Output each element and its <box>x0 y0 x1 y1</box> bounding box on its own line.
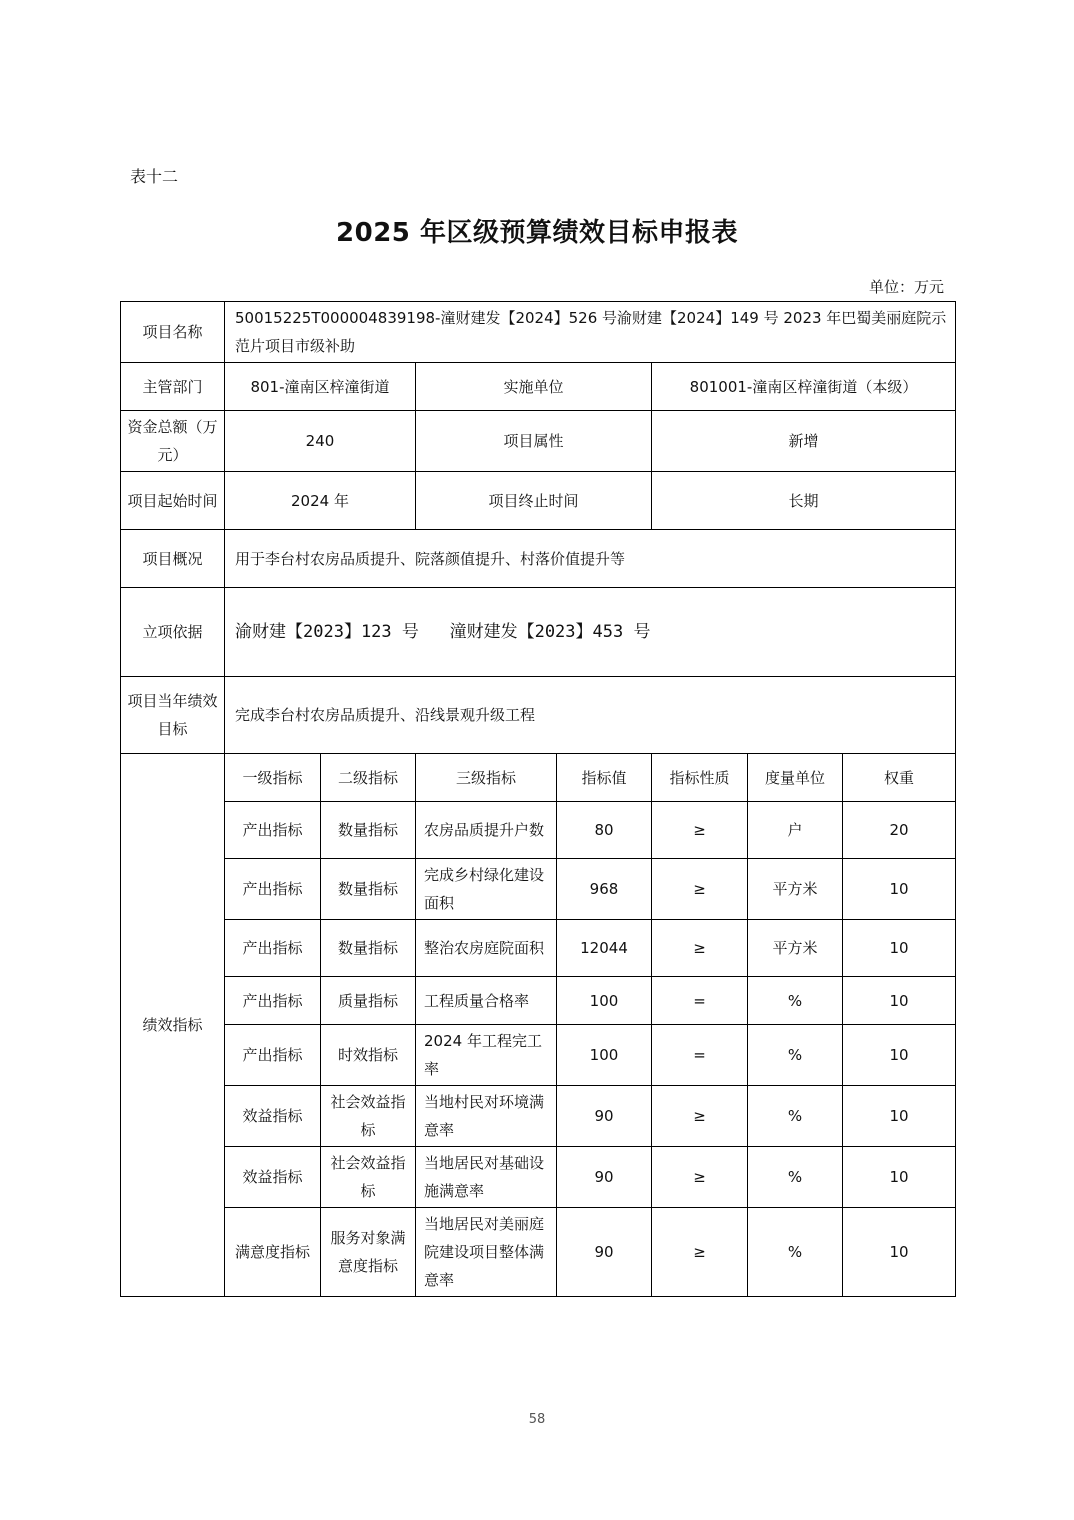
row-basis <box>121 588 956 677</box>
cell-value: 90 <box>557 1208 652 1297</box>
cell-level1: 产出指标 <box>225 859 321 920</box>
row-period <box>121 472 956 530</box>
cell-level2: 质量指标 <box>321 977 416 1025</box>
label-project-name: 项目名称 <box>121 302 225 363</box>
table-row <box>121 1086 956 1147</box>
value-attr: 新增 <box>652 411 956 472</box>
table-number: 表十二 <box>130 167 179 186</box>
cell-level1: 产出指标 <box>225 977 321 1025</box>
document-title: 2025 年区级预算绩效目标申报表 <box>336 218 738 248</box>
value-start: 2024 年 <box>225 472 416 530</box>
cell-unit: 户 <box>748 802 843 859</box>
value-overview: 用于李台村农房品质提升、院落颜值提升、村落价值提升等 <box>225 530 956 588</box>
label-dept: 主管部门 <box>121 363 225 411</box>
cell-level1: 产出指标 <box>225 802 321 859</box>
cell-level3: 当地村民对环境满意率 <box>416 1086 557 1147</box>
label-goal: 项目当年绩效目标 <box>121 677 225 754</box>
header-level3: 三级指标 <box>416 754 557 802</box>
cell-weight: 10 <box>843 977 956 1025</box>
cell-weight: 10 <box>843 1208 956 1297</box>
cell-unit: % <box>748 977 843 1025</box>
cell-weight: 10 <box>843 859 956 920</box>
unit-label: 单位：万元 <box>868 278 944 296</box>
cell-nature: ≥ <box>652 802 748 859</box>
table-row <box>121 802 956 859</box>
row-goal <box>121 677 956 754</box>
value-goal: 完成李台村农房品质提升、沿线景观升级工程 <box>225 677 956 754</box>
header-level2: 二级指标 <box>321 754 416 802</box>
cell-unit: % <box>748 1147 843 1208</box>
table-row <box>121 1147 956 1208</box>
label-end: 项目终止时间 <box>416 472 652 530</box>
cell-level3: 工程质量合格率 <box>416 977 557 1025</box>
header-nature: 指标性质 <box>652 754 748 802</box>
label-fund: 资金总额（万元） <box>121 411 225 472</box>
label-start: 项目起始时间 <box>121 472 225 530</box>
cell-level3: 2024 年工程完工率 <box>416 1025 557 1086</box>
cell-value: 12044 <box>557 920 652 977</box>
cell-value: 100 <box>557 977 652 1025</box>
cell-weight: 10 <box>843 1147 956 1208</box>
header-value: 指标值 <box>557 754 652 802</box>
cell-level2: 社会效益指标 <box>321 1147 416 1208</box>
cell-nature: ≥ <box>652 1147 748 1208</box>
cell-unit: % <box>748 1025 843 1086</box>
cell-nature: = <box>652 1025 748 1086</box>
cell-level2: 社会效益指标 <box>321 1086 416 1147</box>
cell-level1: 产出指标 <box>225 920 321 977</box>
row-overview <box>121 530 956 588</box>
cell-level3: 当地居民对美丽庭院建设项目整体满意率 <box>416 1208 557 1297</box>
table-row <box>121 1025 956 1086</box>
header-unit: 度量单位 <box>748 754 843 802</box>
cell-value: 90 <box>557 1147 652 1208</box>
row-project-name <box>121 302 956 363</box>
table-row <box>121 1208 956 1297</box>
cell-level1: 效益指标 <box>225 1086 321 1147</box>
cell-nature: = <box>652 977 748 1025</box>
label-attr: 项目属性 <box>416 411 652 472</box>
cell-nature: ≥ <box>652 859 748 920</box>
value-fund: 240 <box>225 411 416 472</box>
table-row <box>121 920 956 977</box>
cell-level2: 服务对象满意度指标 <box>321 1208 416 1297</box>
cell-level1: 产出指标 <box>225 1025 321 1086</box>
label-indicators: 绩效指标 <box>121 754 225 1297</box>
cell-level3: 农房品质提升户数 <box>416 802 557 859</box>
cell-level2: 时效指标 <box>321 1025 416 1086</box>
table-row <box>121 977 956 1025</box>
cell-weight: 10 <box>843 1025 956 1086</box>
cell-value: 968 <box>557 859 652 920</box>
cell-level2: 数量指标 <box>321 802 416 859</box>
cell-level2: 数量指标 <box>321 859 416 920</box>
indicator-header-row <box>121 754 956 802</box>
cell-level2: 数量指标 <box>321 920 416 977</box>
value-basis: 渝财建【2023】123 号 潼财建发【2023】453 号 <box>225 588 956 677</box>
cell-value: 90 <box>557 1086 652 1147</box>
cell-value: 100 <box>557 1025 652 1086</box>
cell-unit: % <box>748 1086 843 1147</box>
cell-weight: 20 <box>843 802 956 859</box>
page-number: 58 <box>528 1412 546 1427</box>
cell-nature: ≥ <box>652 920 748 977</box>
table-row <box>121 859 956 920</box>
cell-value: 80 <box>557 802 652 859</box>
label-overview: 项目概况 <box>121 530 225 588</box>
cell-nature: ≥ <box>652 1208 748 1297</box>
cell-level1: 满意度指标 <box>225 1208 321 1297</box>
cell-level3: 整治农房庭院面积 <box>416 920 557 977</box>
cell-weight: 10 <box>843 1086 956 1147</box>
cell-weight: 10 <box>843 920 956 977</box>
value-impl: 801001-潼南区梓潼街道（本级） <box>652 363 956 411</box>
row-department <box>121 363 956 411</box>
cell-level1: 效益指标 <box>225 1147 321 1208</box>
header-level1: 一级指标 <box>225 754 321 802</box>
value-dept: 801-潼南区梓潼街道 <box>225 363 416 411</box>
label-basis: 立项依据 <box>121 588 225 677</box>
budget-performance-table <box>120 301 956 1297</box>
value-end: 长期 <box>652 472 956 530</box>
cell-level3: 完成乡村绿化建设面积 <box>416 859 557 920</box>
cell-nature: ≥ <box>652 1086 748 1147</box>
value-project-name: 50015225T000004839198-潼财建发【2024】526 号渝财建【2024】149 号 2023 年巴蜀美丽庭院示范片项目市级补助 <box>225 302 956 363</box>
label-impl: 实施单位 <box>416 363 652 411</box>
cell-unit: % <box>748 1208 843 1297</box>
cell-unit: 平方米 <box>748 920 843 977</box>
row-fund <box>121 411 956 472</box>
cell-unit: 平方米 <box>748 859 843 920</box>
cell-level3: 当地居民对基础设施满意率 <box>416 1147 557 1208</box>
header-weight: 权重 <box>843 754 956 802</box>
